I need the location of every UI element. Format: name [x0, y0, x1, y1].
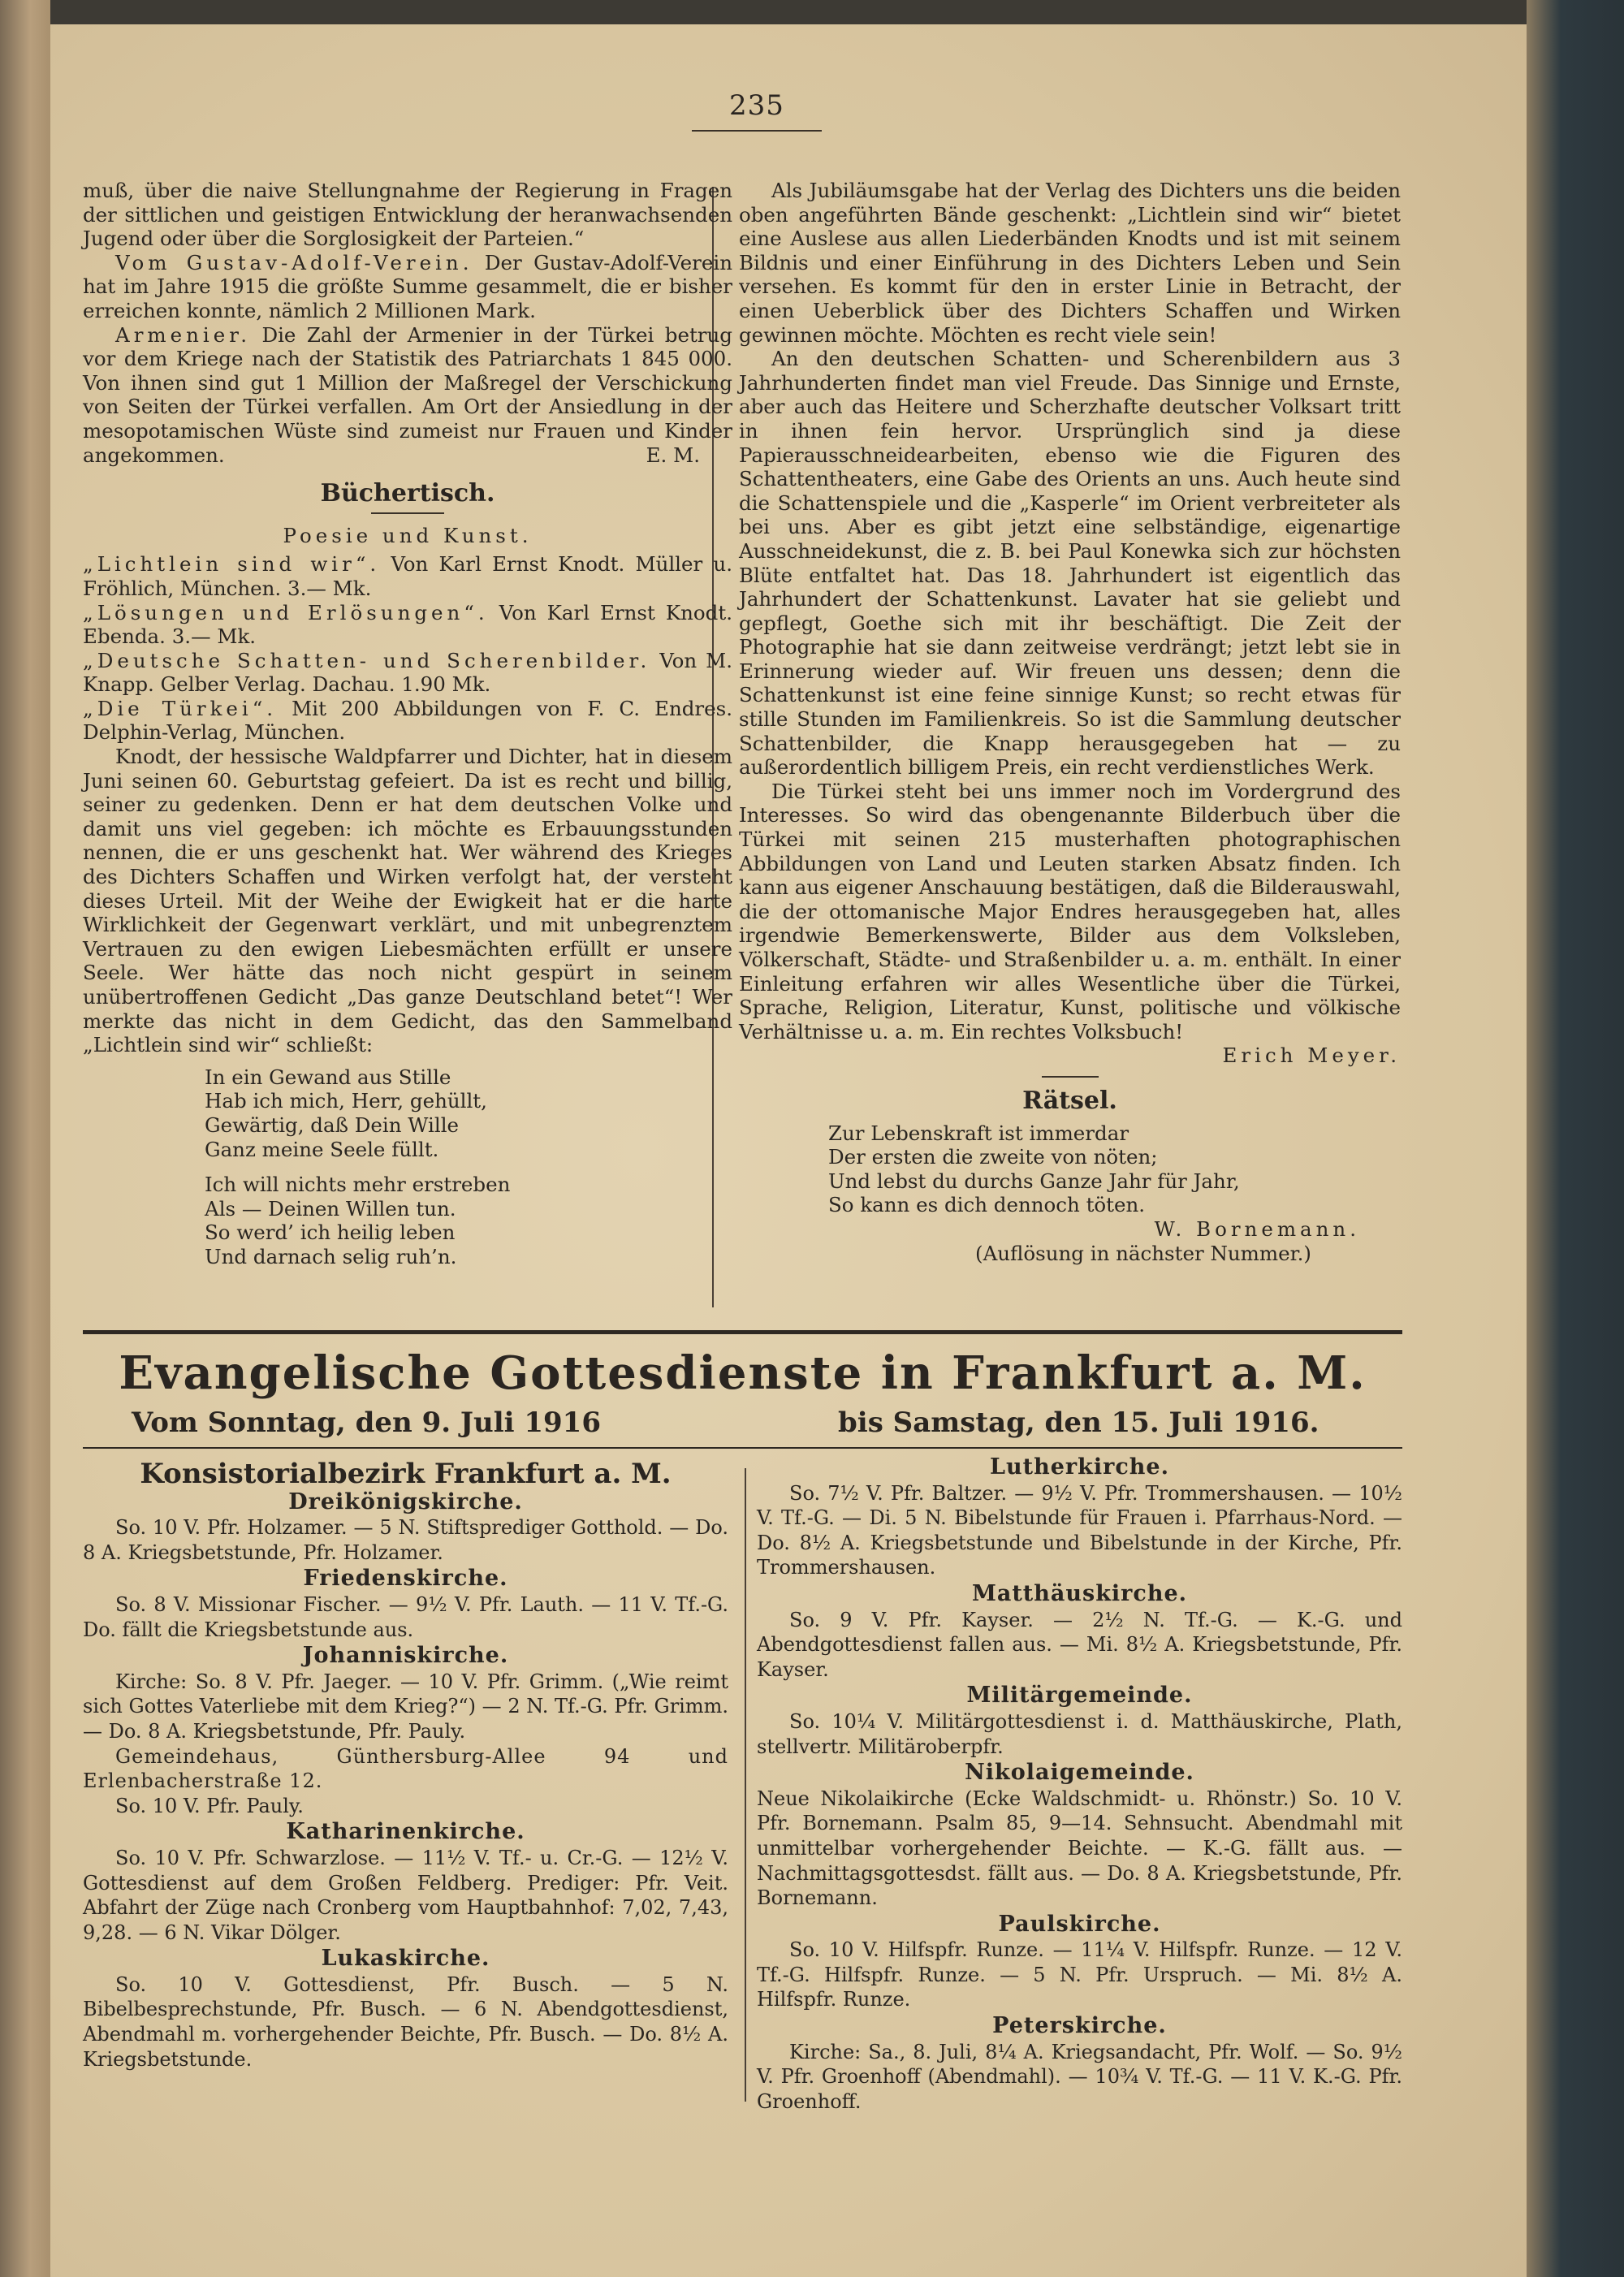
gustav-adolf-title: Vom Gustav-Adolf-Verein.: [115, 250, 473, 274]
church-name: Paulskirche.: [998, 1911, 1161, 1937]
riddle-line: So kann es dich dennoch töten.: [828, 1193, 1146, 1217]
lower-right-column: [757, 1454, 1402, 2114]
book-text: Von Karl Ernst Knodt. Müller u. Fröhlich, München. 3.— Mk.: [83, 552, 732, 600]
book-text: Von M. Knapp. Gelber Verlag. Dachau. 1.90 Mk.: [83, 648, 732, 697]
church-schedule: So. 10 V. Gottesdienst, Pfr. Busch. — 5 N. Bibelbesprechstunde, Pfr. Busch. — 6 N. Abendgottesdienst, Abendmahl m. vorhergehender Beichte, Pfr. Busch. — Do. 8½ A. Kriegsbetstunde.: [83, 1972, 728, 2071]
armenier-title: Armenier.: [115, 322, 252, 347]
church-name: Militärgemeinde.: [966, 1683, 1193, 1709]
church-schedule: Kirche: So. 8 V. Pfr. Jaeger. — 10 V. Pfr. Grimm. („Wie reimt sich Gottes Vaterliebe mit dem Krieg?“) — 2 N. Tf.-G. Pfr. Grimm. — Do. 8 A. Kriegsbetstunde, Pfr. Pauly.: [83, 1670, 728, 1743]
poem-line: Und darnach selig ruh’n.: [205, 1244, 457, 1268]
church-name: Friedenskirche.: [303, 1566, 508, 1592]
riddle-line: Zur Lebenskraft ist immerdar: [828, 1121, 1129, 1145]
banner-bottom-rule: [83, 1447, 1402, 1449]
review-paragraph: Die Türkei steht bei uns immer noch im Vordergrund des Interesses. So wird das obengenannte Bilderbuch über die Türkei mit seinen 215 musterhaften photographischen Abbildungen von Land und Leuten starken Absatz finden. Ich kann aus eigener Anschauung bestätigen, daß die Bilderauswahl, die der ottomanische Major Endres herausgegeben hat, alles irgendwie Bemerkenswerte, Bilder aus dem Volksleben, Völkerschaft, Städte- und Straßenbilder u. a. m. enthält. In einer Einleitung erfahren wir alles Wesentliche über die Türkei, Sprache, Religion, Literatur, Kunst, politische und völkische Verhältnisse u. a. m. Ein rechtes Volksbuch!: [739, 779, 1401, 1043]
book-entry: [83, 649, 732, 697]
church-name: Nikolaigemeinde.: [965, 1760, 1194, 1786]
church-name: Matthäuskirche.: [971, 1580, 1188, 1606]
church-name: Peterskirche.: [992, 2013, 1167, 2039]
church-schedule: So. 10 V. Pfr. Schwarzlose. — 11½ V. Tf.- u. Cr.-G. — 12½ V. Gottesdienst auf dem Großen Feldberg. Prediger: Pfr. Veit. Abfahrt der Züge nach Cronberg vom Hauptbahnhof: 7,02, 7,43, 9,28. — 6 N. Vikar Dölger.: [83, 1846, 728, 1944]
page-number-rule: [692, 130, 822, 132]
riddle-signature: W. Bornemann.: [1154, 1216, 1360, 1241]
church-schedule: So. 10 V. Pfr. Holzamer. — 5 N. Stiftsprediger Gotthold. — Do. 8 A. Kriegsbetstunde, Pfr. Holzamer.: [83, 1516, 728, 1564]
poem-stanza-gap: [205, 1161, 732, 1173]
poem-line: Hab ich mich, Herr, gehüllt,: [205, 1089, 487, 1113]
riddle: [828, 1121, 1401, 1217]
book-entry: [83, 552, 732, 600]
armenier-text: Die Zahl der Armenier in der Türkei betrug vor dem Kriege nach der Statistik des Patriarchats 1 845 000. Von ihnen sind gut 1 Million der Maßregel der Verschickung von Seiten der Türkei verfallen. Am Ort der Ansiedlung in der mesopotamischen Wüste sind zumeist nur Frauen und Kinder angekommen.: [83, 322, 732, 467]
poem-line: Als — Deinen Willen tun.: [205, 1196, 456, 1221]
book-entry: [83, 601, 732, 649]
services-banner-title: Evangelische Gottesdienste in Frankfurt a. M.: [119, 1346, 1367, 1400]
review-paragraph: Als Jubiläumsgabe hat der Verlag des Dichters uns die beiden oben angeführten Bände geschenkt: „Lichtlein sind wir“ bietet eine Auslese aus allen Liederbänden Knodts und ist mit seinem Bildnis und einer Einführung in des Dichters Leben und Sein versehen. Es kommt für den in erster Linie in Betracht, der einen Ueberblick über des Dichters Schaffen und Wirken gewinnen möchte. Möchten es recht viele sein!: [739, 179, 1401, 347]
church-schedule: So. 7½ V. Pfr. Baltzer. — 9½ V. Pfr. Trommershausen. — 10½ V. Tf.-G. — Di. 5 N. Bibelstunde für Frauen i. Pfarrhaus-Nord. — Do. 8½ A. Kriegsbetstunde und Bibelstunde in der Kirche, Pfr. Trommershausen.: [757, 1481, 1402, 1579]
armenier-item: [83, 323, 732, 468]
church-name: Lukaskirche.: [321, 1946, 490, 1972]
gustav-adolf-item: [83, 251, 732, 323]
church-schedule-extra: So. 10 V. Pfr. Pauly.: [115, 1794, 304, 1817]
poesie-heading: Poesie und Kunst.: [283, 523, 533, 547]
armenier-sign: E. M.: [646, 443, 700, 467]
buechertisch-rule: [371, 512, 444, 514]
poem: [205, 1065, 732, 1269]
book-binding-right: [1527, 0, 1624, 2277]
church-schedule-extra: Gemeindehaus, Günthersburg-Allee 94 und Erlenbacherstraße 12.: [83, 1744, 728, 1793]
poem-line: So werd’ ich heilig leben: [205, 1221, 456, 1245]
knodt-paragraph: Knodt, der hessische Waldpfarrer und Dichter, hat in diesem Juni seinen 60. Geburtstag gefeiert. Da ist es recht und billig, seiner zu gedenken. Denn er hat dem deutschen Volke und damit uns viel gegeben: ich möchte es Erbauungsstunden nennen, die er uns geschenkt hat. Wer während des Krieges des Dichters Schaffen und Wirken verfolgt hat, der versteht dieses Urteil. Mit der Weihe der Ewigkeit hat er die harte Wirklichkeit der Gegenwart verklärt, und mit unbegrenztem Vertrauen zu den ewigen Liebesmächten erfüllt er unsere Seele. Wer hätte das noch nicht gespürt in seinem unübertroffenen Gedicht „Das ganze Deutschland betet“! Wer merkte das nicht in dem Gedicht, das den Sammelband „Lichtlein sind wir“ schließt:: [83, 745, 732, 1057]
church-schedule: So. 9 V. Pfr. Kayser. — 2½ N. Tf.-G. — K.-G. und Abendgottesdienst fallen aus. — Mi. 8½ A. Kriegsbetstunde, Pfr. Kayser.: [757, 1608, 1402, 1681]
church-schedule: So. 10¼ V. Militärgottesdienst i. d. Matthäuskirche, Plath, stellvertr. Militäroberpfr.: [757, 1709, 1402, 1758]
riddle-line: Und lebst du durchs Ganze Jahr für Jahr,: [828, 1169, 1240, 1193]
review-signature: Erich Meyer.: [1222, 1043, 1401, 1068]
gustav-adolf-text: Der Gustav-Adolf-Verein hat im Jahre 1915 die größte Summe gesammelt, die er bisher erreichen konnte, nämlich 2 Millionen Mark.: [83, 250, 733, 322]
church-schedule: Neue Nikolaikirche (Ecke Waldschmidt- u. Rhönstr.) So. 10 V. Pfr. Bornemann. Psalm 85, 9—14. Sehnsucht. Abendmahl mit unmittelbar vorhergehender Beichte. — K.-G. fällt aus. — Nachmittagsgottesdst. fällt aus. — Do. 8 A. Kriegsbetstunde, Pfr. Bornemann.: [757, 1787, 1402, 1910]
left-column: [83, 179, 732, 1269]
section-rule: [1042, 1076, 1099, 1078]
book-title: „Lichtlein sind wir“.: [83, 552, 381, 577]
book-title: „Lösungen und Erlösungen“.: [83, 600, 489, 624]
riddle-note: (Auflösung in nächster Nummer.): [975, 1241, 1311, 1265]
poem-line: Ganz meine Seele füllt.: [205, 1137, 439, 1161]
intro-paragraph: muß, über die naive Stellungnahme der Regierung in Fragen der sittlichen und geistigen Entwicklung der heranwachsenden Jugend oder über die Sorglosigkeit der Parteien.“: [83, 179, 732, 251]
buechertisch-heading: Büchertisch.: [320, 479, 495, 508]
church-schedule: So. 10 V. Hilfspfr. Runze. — 11¼ V. Hilfspfr. Runze. — 12 V. Tf.-G. Hilfspfr. Runze. — 5 N. Pfr. Urspruch. — Mi. 8½ A. Hilfspfr. Runze.: [757, 1938, 1402, 2011]
church-name: Katharinenkirche.: [286, 1819, 525, 1845]
lower-left-column: [83, 1458, 728, 2072]
page-number: 235: [729, 89, 784, 122]
raetsel-heading: Rätsel.: [1022, 1086, 1117, 1115]
church-name: Dreikönigskirche.: [288, 1488, 523, 1514]
lower-column-divider: [745, 1468, 746, 2102]
right-column: [739, 179, 1401, 1265]
church-schedule: So. 8 V. Missionar Fischer. — 9½ V. Pfr. Lauth. — 11 V. Tf.-G. Do. fällt die Kriegsbetstunde aus.: [83, 1592, 728, 1641]
poem-line: In ein Gewand aus Stille: [205, 1065, 451, 1089]
banner-date-to: bis Samstag, den 15. Juli 1916.: [838, 1406, 1320, 1439]
konsistorialbezirk-title: Konsistorialbezirk Frankfurt a. M.: [140, 1458, 672, 1490]
poem-line: Ich will nichts mehr erstreben: [205, 1173, 511, 1197]
book-binding-left: [0, 0, 50, 2277]
book-title: „Die Türkei“.: [83, 696, 278, 720]
banner-date-from: Vom Sonntag, den 9. Juli 1916: [132, 1406, 601, 1439]
review-paragraph: An den deutschen Schatten- und Scherenbildern aus 3 Jahrhunderten findet man viel Freude. Das Sinnige und Ernste, aber auch das Heitere und Scherzhafte deutscher Volksart tritt in ihnen fein hervor. Ursprünglich sind ja diese Papierausschneidearbeiten, ebenso wie die Figuren des Schattentheaters, eine Gabe des Orients an uns. Auch heute sind die Schattenspiele und die „Kasperle“ im Orient verbreiteter als bei uns. Aber es gibt jetzt eine selbständige, eigenartige Ausschneidekunst, die z. B. bei Paul Konewka sich zur höchsten Blüte entfaltet hat. Das 18. Jahrhundert ist eigentlich das Jahrhundert der Schattenkunst. Lavater hat sie geliebt und gepflegt, Goethe sich mit ihr beschäftigt. Die Zeit der Photographie hat sie dann zeitweise verdrängt; jetzt lebt sie in Erinnerung wieder auf. Wir freuen uns dessen; denn die Schattenkunst ist eine feine sinnige Kunst; so recht etwas für stille Stunden im Familienkreis. So ist die Sammlung deutscher Schattenbilder, die Knapp herausgegeben hat — zu außerordentlich billigem Preis, ein recht verdienstliches Werk.: [739, 347, 1401, 780]
banner-top-rule: [83, 1330, 1402, 1334]
book-title: „Deutsche Schatten- und Scherenbilder.: [83, 648, 651, 672]
book-text: Mit 200 Abbildungen von F. C. Endres. Delphin-Verlag, München.: [83, 696, 732, 745]
church-name: Lutherkirche.: [990, 1454, 1169, 1480]
book-text: Von Karl Ernst Knodt. Ebenda. 3.— Mk.: [83, 600, 732, 649]
poem-line: Gewärtig, daß Dein Wille: [205, 1113, 460, 1137]
book-entry: [83, 697, 732, 745]
riddle-line: Der ersten die zweite von nöten;: [828, 1145, 1158, 1169]
church-name: Johanniskirche.: [302, 1643, 509, 1669]
newspaper-page: [50, 24, 1527, 2277]
church-schedule: Kirche: Sa., 8. Juli, 8¼ A. Kriegsandacht, Pfr. Wolf. — So. 9½ V. Pfr. Groenhoff (Abendmahl). — 10¾ V. Tf.-G. — 11 V. K.-G. Pfr. Groenhoff.: [757, 2040, 1402, 2113]
